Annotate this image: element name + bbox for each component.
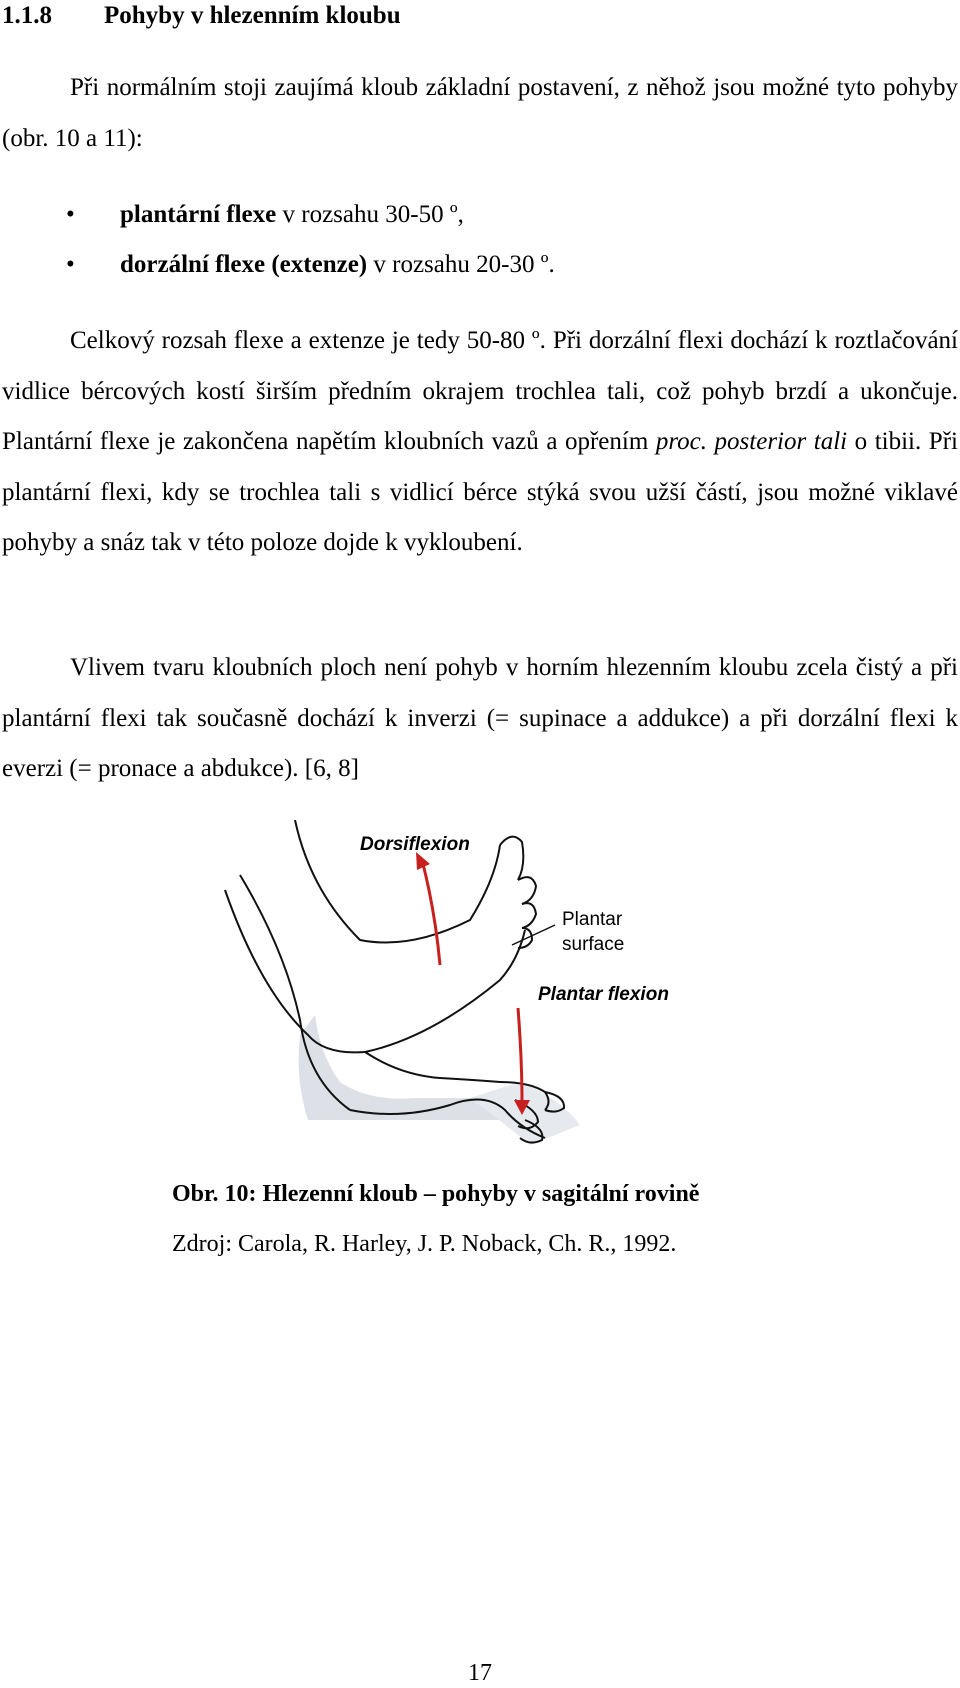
range-text-1: Celkový rozsah flexe a extenze je tedy 50-80 º. Při dorzální flexi dochází k roztlačování vidlice bércových kostí širším předním okrajem trochlea tali, což pohyb brzdí a ukončuje. Plantární flexe je zakončena napětím kloubních vazů a opřením [2,327,958,455]
range-text-italic: proc. posterior tali [655,428,848,455]
section-title: Pohyby v hlezenním kloubu [104,2,401,29]
bullet-icon: • [66,251,75,278]
list-item [0,240,960,290]
section-number: 1.1.8 [2,2,52,29]
toe-outline [522,903,536,928]
page-number: 17 [468,1660,492,1686]
plantar-surface-label-line2: surface [562,934,625,955]
movement-list [0,190,960,290]
dorsiflexed-sole-outline [225,890,525,1052]
big-toe-outline [500,837,523,880]
instep-outline [365,1052,500,1082]
intro-text: Při normálním stoji zaujímá kloub základní postavení, z něhož jsou možné tyto pohyby (obr. 10 a 11): [2,74,958,152]
list-item-term: dorzální flexe (extenze) [120,251,368,278]
list-item-term: plantární flexe [120,201,277,228]
dorsiflexion-label: Dorsiflexion [360,834,470,855]
bullet-icon: • [66,201,75,228]
intro-paragraph [2,63,958,164]
list-item-range: v rozsahu 20-30 º. [367,251,555,278]
plantar-surface-leader [512,925,555,945]
foot-illustration [200,820,760,1150]
figure-caption: Obr. 10: Hlezenní kloub – pohyby v sagitální rovině [172,1181,700,1207]
plantar-surface-label-line1: Plantar [562,909,623,930]
foot-figure [200,820,760,1150]
plantar-flexion-label: Plantar flexion [538,984,669,1005]
range-text-2: o tibii. Při plantární flexi, kdy se trochlea tali s vidlicí bérce stýká svou užší částí, jsou možné viklavé pohyby a snáz tak v této poloze dojde k vykloubení. [2,428,958,556]
inversion-text: Vlivem tvaru kloubních ploch není pohyb v horním hlezenním kloubu zcela čistý a při plantární flexi tak současně dochází k inverzi (= supinace a addukce) a při dorzální flexi k everzi (= pronace a abdukce). [6, 8] [2,654,958,782]
list-item-range: v rozsahu 30-50 º, [276,201,464,228]
list-item [0,190,960,240]
dorsiflexion-arrow [422,860,440,965]
toe-outline [518,877,536,904]
figure-source: Zdroj: Carola, R. Harley, J. P. Noback, Ch. R., 1992. [172,1231,677,1257]
inversion-paragraph [2,643,958,795]
section-heading [2,0,401,32]
range-paragraph [2,316,958,569]
